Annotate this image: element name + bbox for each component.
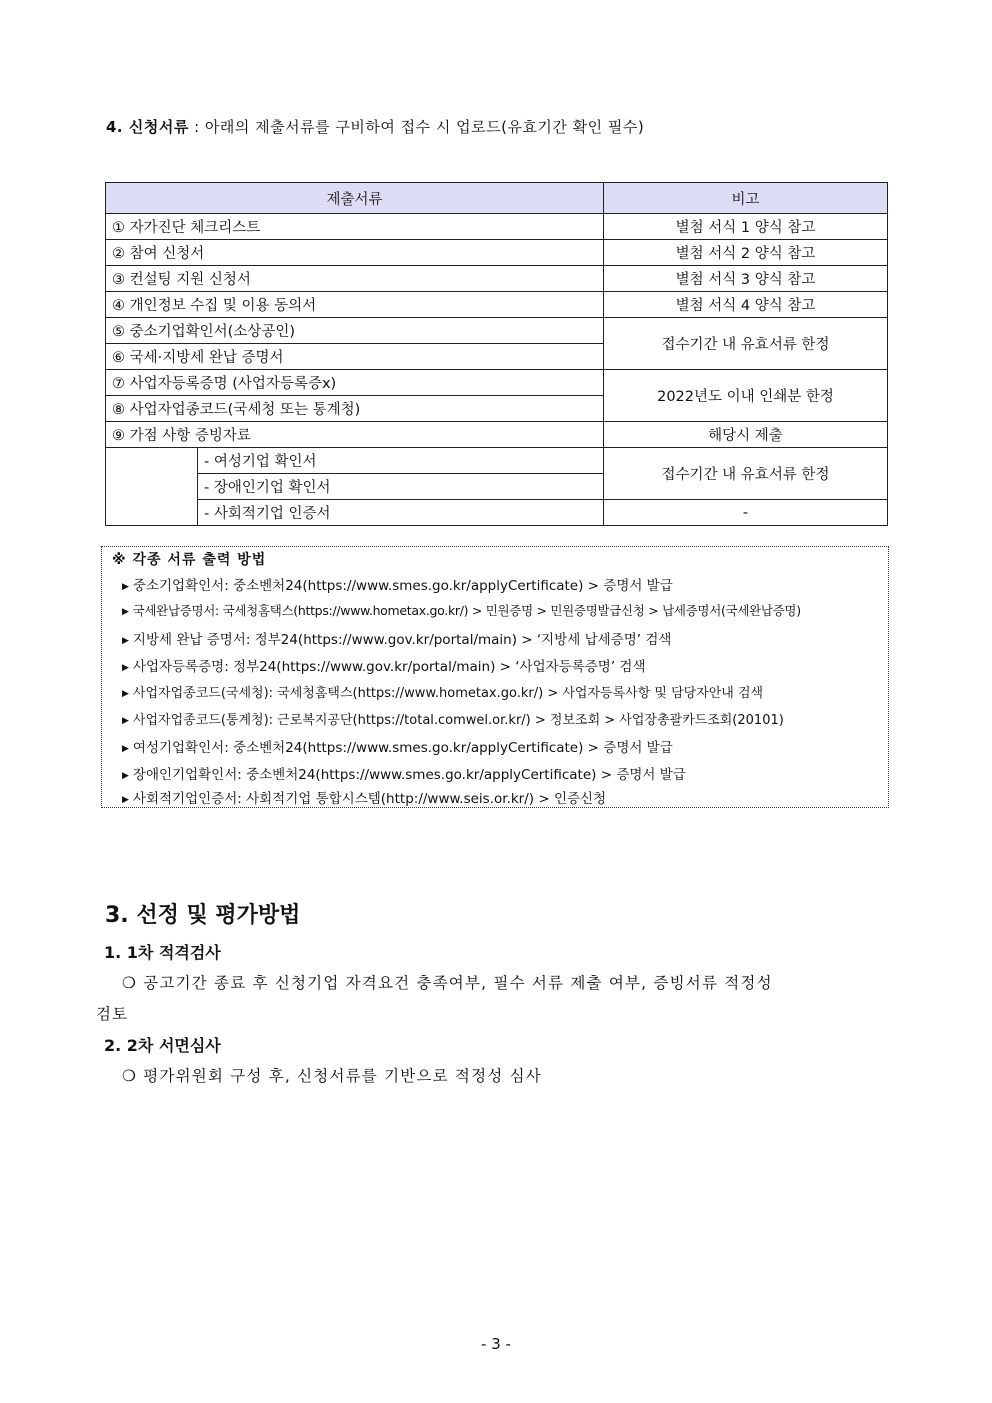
list-item [122,655,646,675]
header-documents: 제출서류 [106,183,604,214]
table-row [106,500,888,526]
doc-cell: ⑦ 사업자등록증명 (사업자등록증x) [106,370,604,396]
doc-cell: ⑧ 사업자업종코드(국세청 또는 통계청) [106,396,604,422]
table-row [106,422,888,448]
document-output-guide-box [101,546,889,808]
subsection-1-title: 1. 1차 적격검사 [104,943,221,962]
table-header-row [106,183,888,214]
table-row [106,266,888,292]
doc-cell: ③ 컨설팅 지원 신청서 [106,266,604,292]
notes-title: ※ 각종 서류 출력 방법 [112,552,267,568]
section-4-title: 4. 신청서류 [106,118,189,136]
list-item-text: 지방세 완납 증명서: 정부24(https://www.gov.kr/portal/main) > ‘지방세 납세증명’ 검색 [132,632,672,648]
subsection-2-paragraph: ❍ 평가위원회 구성 후, 신청서류를 기반으로 적정성 심사 [122,1067,542,1085]
page-number: - 3 - [481,1335,511,1353]
table-row [106,318,888,344]
list-item-text: 여성기업확인서: 중소벤처24(https://www.smes.go.kr/applyCertificate) > 증명서 발급 [132,740,673,756]
section-4-description: : 아래의 제출서류를 구비하여 접수 시 업로드(유효기간 확인 필수) [194,118,645,136]
list-item [122,628,671,648]
doc-cell: ④ 개인정보 수집 및 이용 동의서 [106,292,604,318]
section-4-heading [106,116,644,137]
list-item-text: 사업자업종코드(통계청): 근로복지공단(https://total.comwel.or.kr/) > 정보조회 > 사업장총괄카드조회(20101) [132,713,784,728]
list-item [122,601,801,619]
doc-cell: - 사회적기업 인증서 [198,500,604,526]
note-cell: 접수기간 내 유효서류 한정 [604,318,888,370]
list-item-text: 사업자업종코드(국세청): 국세청홈택스(https://www.hometax.go.kr/) > 사업자등록사항 및 담당자안내 검색 [132,686,764,701]
list-item [122,682,763,701]
doc-cell: - 장애인기업 확인서 [198,474,604,500]
triangle-bullet-icon: ▶ [122,636,129,646]
subsection-1-paragraph: ❍ 공고기간 종료 후 신청기업 자격요건 충족여부, 필수 서류 제출 여부, 증빙서류 적정성 [122,974,773,992]
indent-cell [106,448,198,526]
note-cell: - [604,500,888,526]
list-item [122,709,784,728]
doc-cell: - 여성기업 확인서 [198,448,604,474]
note-cell: 별첨 서식 4 양식 참고 [604,292,888,318]
subsection-2-title: 2. 2차 서면심사 [104,1036,221,1055]
table-row [106,292,888,318]
table-row [106,448,888,474]
doc-cell: ⑤ 중소기업확인서(소상공인) [106,318,604,344]
table-row [106,214,888,240]
triangle-bullet-icon: ▶ [122,689,129,699]
list-item [122,736,673,756]
list-item-text: 중소기업확인서: 중소벤처24(https://www.smes.go.kr/applyCertificate) > 증명서 발급 [132,578,673,594]
table-row [106,370,888,396]
doc-cell: ② 참여 신청서 [106,240,604,266]
table-row [106,240,888,266]
triangle-bullet-icon: ▶ [122,607,129,617]
list-item [122,787,606,807]
list-item-text: 사업자등록증명: 정부24(https://www.gov.kr/portal/main) > ‘사업자등록증명’ 검색 [132,659,646,675]
triangle-bullet-icon: ▶ [122,795,129,805]
triangle-bullet-icon: ▶ [122,582,129,592]
subsection-1-paragraph-cont: 검토 [96,1005,129,1023]
list-item-text: 국세완납증명서: 국세청홈택스(https://www.hometax.go.kr/) > 민원증명 > 민원증명발급신청 > 납세증명서(국세완납증명) [132,603,801,618]
note-cell: 별첨 서식 3 양식 참고 [604,266,888,292]
note-cell: 2022년도 이내 인쇄분 한정 [604,370,888,422]
note-cell: 해당시 제출 [604,422,888,448]
section-3-heading: 3. 선정 및 평가방법 [105,903,301,928]
doc-cell: ⑨ 가점 사항 증빙자료 [106,422,604,448]
list-item [122,574,673,594]
note-cell: 접수기간 내 유효서류 한정 [604,448,888,500]
triangle-bullet-icon: ▶ [122,744,129,754]
header-remarks: 비고 [604,183,888,214]
triangle-bullet-icon: ▶ [122,771,129,781]
triangle-bullet-icon: ▶ [122,716,129,726]
documents-table [105,182,888,526]
list-item-text: 사회적기업인증서: 사회적기업 통합시스템(http://www.seis.or.kr/) > 인증신청 [132,791,607,807]
triangle-bullet-icon: ▶ [122,663,129,673]
note-cell: 별첨 서식 2 양식 참고 [604,240,888,266]
note-cell: 별첨 서식 1 양식 참고 [604,214,888,240]
doc-cell: ⑥ 국세·지방세 완납 증명서 [106,344,604,370]
list-item [122,763,686,783]
list-item-text: 장애인기업확인서: 중소벤처24(https://www.smes.go.kr/applyCertificate) > 증명서 발급 [132,767,686,783]
doc-cell: ① 자가진단 체크리스트 [106,214,604,240]
